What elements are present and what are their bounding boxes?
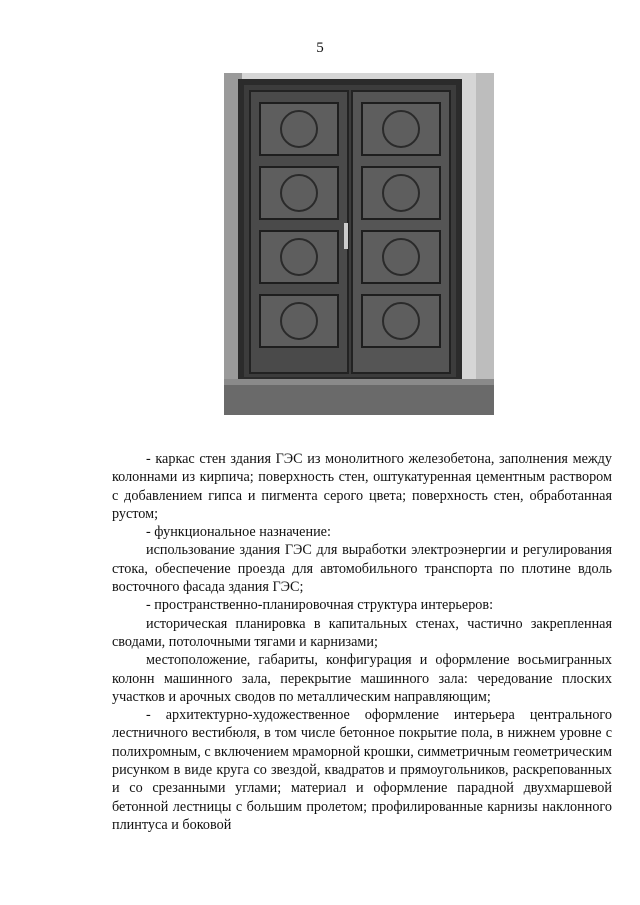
paragraph-vestibule: - архитектурно-художественное оформление интерьера центрального лестничного вестибюля, в том числе бетонное покрытие пола, в нижнем уровне с полихромным, с включением мраморной крошки, симметричным геометрическим рисунком в виде круга со звездой, квадратов и прямоугольников, раскрепованных и со срезанными углами; материал и оформление парадной двухмаршевой бетонной лестницы с большим пролетом; профилированные карнизы наклонного плинтуса и боковой <box>112 707 612 833</box>
paragraph-columns: местоположение, габариты, конфигурация и оформление восьмигранных колонн машинного зала, перекрытие машинного зала: чередование плоских участков и арочных сводов по металлическим направляющим; <box>112 652 612 705</box>
body-text <box>112 450 612 834</box>
wooden-double-door-icon <box>224 73 494 415</box>
paragraph-wall-frame: - каркас стен здания ГЭС из монолитного железобетона, заполнения между колоннами из кирпича; поверхность стен, оштукатуренная цементным раствором с добавлением гипса и пигмента серого цвета; поверхность стен, обработанная рустом; <box>112 451 612 522</box>
paragraph-historical-layout: историческая планировка в капитальных стенах, частично закрепленная сводами, потолочными тягами и карнизами; <box>112 615 612 650</box>
paragraph-function: использование здания ГЭС для выработки электроэнергии и регулирования стока, обеспечение проезда для автомобильного транспорта по плотине вдоль восточного фасада здания ГЭС; <box>112 542 612 596</box>
page-number: 5 <box>316 40 324 56</box>
door-photo <box>224 73 494 415</box>
paragraph-function-heading: - функциональное назначение: <box>146 524 331 541</box>
paragraph-structure-heading: - пространственно-планировочная структура интерьеров: <box>146 597 494 614</box>
